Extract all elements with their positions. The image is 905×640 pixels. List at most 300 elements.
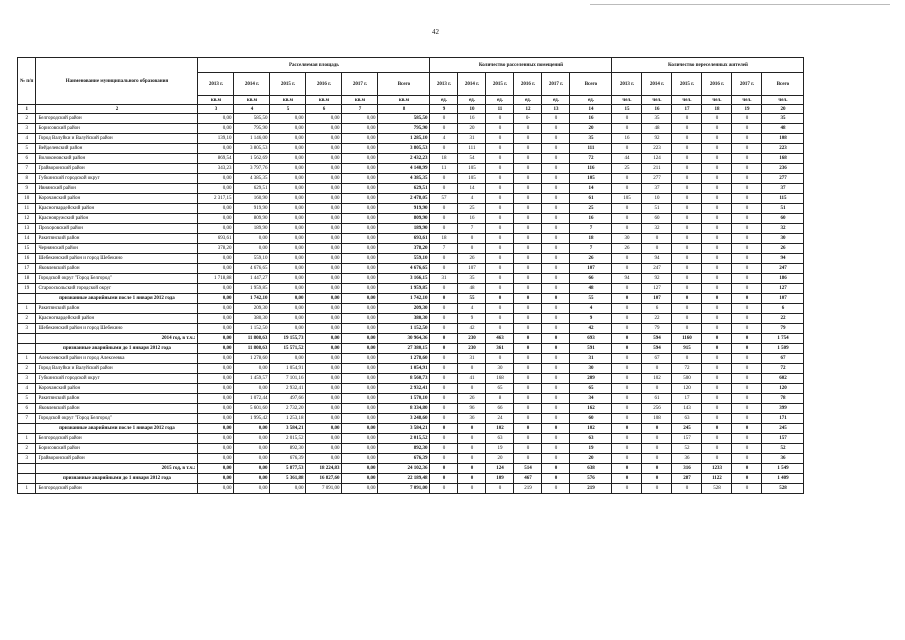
- row-cell: 0: [612, 464, 642, 474]
- row-number: 15: [18, 244, 36, 254]
- row-cell: 0: [732, 424, 762, 434]
- year-header: 2017 г.: [342, 73, 378, 96]
- unit-header: чел.: [762, 96, 804, 105]
- row-cell: 0: [430, 124, 458, 134]
- row-cell: 0,00: [306, 154, 342, 164]
- row-cell: 35: [570, 134, 612, 144]
- row-cell: 0: [542, 194, 570, 204]
- column-number: 7: [342, 105, 378, 114]
- row-cell: 0: [702, 114, 732, 124]
- row-cell: 0: [514, 224, 542, 234]
- row-number: 7: [18, 164, 36, 174]
- row-cell: 127: [642, 284, 672, 294]
- row-cell: 6: [642, 304, 672, 314]
- row-cell: 0: [702, 374, 732, 384]
- row-cell: 3 584,21: [378, 424, 430, 434]
- row-cell: 378,20: [378, 244, 430, 254]
- row-cell: 0: [458, 364, 486, 374]
- row-cell: 919,90: [234, 204, 270, 214]
- row-number: 4: [18, 384, 36, 394]
- row-cell: 0,00: [198, 384, 234, 394]
- page-number: 42: [432, 28, 439, 36]
- row-cell: 0: [732, 224, 762, 234]
- row-cell: 0,00: [306, 334, 342, 344]
- row-cell: 0: [642, 474, 672, 484]
- row-cell: 162: [570, 404, 612, 414]
- row-cell: 1 409: [762, 474, 804, 484]
- row-cell: 693,61: [378, 234, 430, 244]
- row-cell: 7: [570, 224, 612, 234]
- row-cell: 0,00: [306, 134, 342, 144]
- row-cell: 0: [702, 344, 732, 354]
- row-cell: 0: [702, 234, 732, 244]
- row-cell: 105: [458, 164, 486, 174]
- row-number: 2: [18, 314, 36, 324]
- row-cell: 36: [672, 454, 702, 464]
- row-number: 9: [18, 184, 36, 194]
- row-cell: 120: [762, 384, 804, 394]
- row-cell: 16 827,60: [306, 474, 342, 484]
- row-cell: 0: [702, 134, 732, 144]
- row-cell: 2 015,52: [270, 434, 306, 444]
- row-cell: 2 732,20: [270, 404, 306, 414]
- row-cell: 528: [702, 484, 732, 494]
- row-cell: 0: [514, 434, 542, 444]
- row-cell: 211: [642, 164, 672, 174]
- row-cell: 0: [486, 174, 514, 184]
- column-number: 8: [378, 105, 430, 114]
- row-cell: 25: [570, 204, 612, 214]
- row-number: 8: [18, 174, 36, 184]
- row-cell: 26: [458, 254, 486, 264]
- row-name: Белгородский район: [36, 434, 198, 444]
- table-row: [18, 384, 804, 394]
- row-cell: 0: [430, 404, 458, 414]
- row-cell: 0,00: [198, 184, 234, 194]
- row-cell: 0: [642, 464, 672, 474]
- row-cell: 0: [732, 344, 762, 354]
- row-cell: 30: [486, 364, 514, 374]
- row-cell: 48: [458, 284, 486, 294]
- row-cell: 0: [430, 374, 458, 384]
- column-number: 12: [514, 105, 542, 114]
- row-cell: 0,00: [198, 214, 234, 224]
- row-cell: 629,51: [234, 184, 270, 194]
- row-cell: 107: [642, 294, 672, 304]
- row-cell: 0: [486, 154, 514, 164]
- row-cell: 0: [642, 434, 672, 444]
- row-cell: 30: [612, 234, 642, 244]
- row-cell: 0: [702, 284, 732, 294]
- row-name: Старооскольский городской округ: [36, 284, 198, 294]
- row-cell: 0,00: [342, 334, 378, 344]
- row-cell: 1 718,88: [198, 274, 234, 284]
- row-number: 19: [18, 284, 36, 294]
- row-cell: 0: [486, 134, 514, 144]
- row-cell: 591: [570, 344, 612, 354]
- table-row: [18, 124, 804, 134]
- unit-header: ед.: [486, 96, 514, 105]
- row-cell: 0,00: [306, 274, 342, 284]
- row-cell: 0: [458, 424, 486, 434]
- row-cell: 72: [762, 364, 804, 374]
- row-cell: 0,00: [306, 214, 342, 224]
- row-cell: 78: [762, 394, 804, 404]
- row-cell: 0,00: [342, 284, 378, 294]
- row-cell: 0: [430, 414, 458, 424]
- row-cell: 0: [542, 334, 570, 344]
- row-cell: 66: [570, 274, 612, 284]
- row-cell: 0: [458, 384, 486, 394]
- row-cell: 0: [732, 294, 762, 304]
- row-cell: 0: [486, 224, 514, 234]
- row-cell: 0: [672, 154, 702, 164]
- row-cell: 0: [486, 244, 514, 254]
- row-cell: 0: [486, 484, 514, 494]
- row-cell: 0: [672, 214, 702, 224]
- row-cell: 35: [642, 114, 672, 124]
- table-row: [18, 334, 804, 344]
- row-cell: 0: [732, 414, 762, 424]
- row-name: Борисовский район: [36, 444, 198, 454]
- row-cell: 0,00: [306, 264, 342, 274]
- row-cell: 0: [486, 114, 514, 124]
- year-header: 2015 г.: [672, 73, 702, 96]
- row-cell: 0: [732, 154, 762, 164]
- row-cell: 37: [642, 184, 672, 194]
- row-cell: 25: [612, 164, 642, 174]
- row-cell: 32: [642, 224, 672, 234]
- row-cell: 0: [672, 324, 702, 334]
- row-cell: 0: [672, 194, 702, 204]
- year-header: 2013 г.: [198, 73, 234, 96]
- resettlement-table: [17, 57, 804, 494]
- row-cell: 0,00: [342, 124, 378, 134]
- row-cell: 0: [430, 394, 458, 404]
- row-cell: 0,00: [342, 214, 378, 224]
- row-cell: 0: [702, 444, 732, 454]
- unit-header: ед.: [570, 96, 612, 105]
- row-cell: 1 459,57: [234, 374, 270, 384]
- row-cell: 236: [762, 164, 804, 174]
- row-cell: 0: [430, 344, 458, 354]
- row-name: Город Валуйки и Валуйский район: [36, 134, 198, 144]
- table-row: [18, 324, 804, 334]
- row-name: Город Валуйки и Валуйский район: [36, 364, 198, 374]
- row-cell: 209,30: [234, 304, 270, 314]
- row-name: признанные аварийными после 1 января 2012 года: [36, 294, 198, 304]
- row-cell: 0,00: [306, 164, 342, 174]
- row-cell: 638: [570, 464, 612, 474]
- row-cell: 25: [458, 204, 486, 214]
- table-row: [18, 404, 804, 414]
- column-number: 13: [542, 105, 570, 114]
- row-cell: 0: [672, 204, 702, 214]
- row-cell: 7: [458, 224, 486, 234]
- row-cell: 143: [672, 404, 702, 414]
- row-cell: 0: [514, 394, 542, 404]
- row-cell: 0: [430, 364, 458, 374]
- row-cell: 1 742,10: [234, 294, 270, 304]
- row-cell: 16: [570, 114, 612, 124]
- row-cell: 0,00: [198, 144, 234, 154]
- row-cell: 0: [486, 124, 514, 134]
- row-cell: 8 334,80: [378, 404, 430, 414]
- row-cell: 63: [672, 414, 702, 424]
- table-row: [18, 164, 804, 174]
- row-cell: 4 385,35: [234, 174, 270, 184]
- table-row: [18, 484, 804, 494]
- row-cell: 0: [430, 324, 458, 334]
- row-cell: 48: [762, 124, 804, 134]
- row-cell: 2 432,23: [378, 154, 430, 164]
- row-cell: 9: [458, 314, 486, 324]
- row-cell: 0: [514, 264, 542, 274]
- row-cell: 1 447,27: [234, 274, 270, 284]
- table-row: [18, 114, 804, 124]
- row-cell: 0: [542, 414, 570, 424]
- row-cell: 4: [430, 134, 458, 144]
- row-cell: 2 015,52: [378, 434, 430, 444]
- row-name: Ракитянский район: [36, 394, 198, 404]
- unit-header: ед.: [514, 96, 542, 105]
- row-number: 3: [18, 454, 36, 464]
- row-cell: 399: [762, 404, 804, 414]
- row-cell: 102: [642, 374, 672, 384]
- row-cell: 0: [542, 424, 570, 434]
- column-number: 5: [270, 105, 306, 114]
- row-cell: 0: [612, 384, 642, 394]
- row-cell: 0: [514, 354, 542, 364]
- row-cell: 18: [570, 234, 612, 244]
- row-cell: 0: [702, 434, 732, 444]
- row-cell: 0: [430, 254, 458, 264]
- unit-header: кв.м: [342, 96, 378, 105]
- row-cell: 66: [486, 404, 514, 414]
- row-name: Ракитянский район: [36, 234, 198, 244]
- row-cell: 0: [612, 264, 642, 274]
- row-cell: 0: [702, 394, 732, 404]
- row-cell: 3 584,21: [270, 424, 306, 434]
- row-cell: 277: [762, 174, 804, 184]
- row-cell: 0,00: [198, 124, 234, 134]
- table-row: [18, 274, 804, 284]
- row-cell: 0,00: [270, 184, 306, 194]
- row-cell: 0: [430, 424, 458, 434]
- row-cell: 0: [458, 474, 486, 484]
- row-number: 4: [18, 134, 36, 144]
- row-cell: 0,00: [342, 354, 378, 364]
- row-cell: 15 571,52: [270, 344, 306, 354]
- row-cell: 0: [430, 354, 458, 364]
- row-cell: 0: [702, 334, 732, 344]
- row-cell: 139,10: [198, 134, 234, 144]
- row-cell: 0: [702, 124, 732, 134]
- row-cell: 57: [430, 194, 458, 204]
- row-cell: 0: [612, 284, 642, 294]
- row-cell: 10: [642, 194, 672, 204]
- row-cell: 11: [430, 164, 458, 174]
- row-cell: 0,00: [234, 234, 270, 244]
- row-cell: 0: [672, 144, 702, 154]
- row-cell: 0,00: [234, 444, 270, 454]
- row-cell: 0,00: [342, 244, 378, 254]
- row-number: 1: [18, 434, 36, 444]
- row-cell: 1 285,10: [378, 134, 430, 144]
- row-cell: 676,39: [378, 454, 430, 464]
- row-cell: 0: [702, 164, 732, 174]
- row-cell: 0,00: [270, 154, 306, 164]
- row-cell: 0: [542, 184, 570, 194]
- row-cell: 0: [514, 444, 542, 454]
- row-cell: 8 560,73: [378, 374, 430, 384]
- column-number: 2: [36, 105, 198, 114]
- row-cell: 343,23: [198, 164, 234, 174]
- row-cell: 467: [514, 474, 542, 484]
- row-cell: 0: [612, 214, 642, 224]
- row-cell: 594: [642, 334, 672, 344]
- unit-header: чел.: [642, 96, 672, 105]
- row-cell: 0: [514, 174, 542, 184]
- row-cell: 27 380,15: [378, 344, 430, 354]
- row-cell: 0: [642, 234, 672, 244]
- row-cell: 0,00: [306, 354, 342, 364]
- row-cell: 0: [430, 474, 458, 484]
- row-cell: 0,00: [198, 334, 234, 344]
- row-cell: 0: [430, 464, 458, 474]
- row-cell: 1 754: [762, 334, 804, 344]
- row-cell: 14: [458, 184, 486, 194]
- year-header: 2014 г.: [642, 73, 672, 96]
- row-cell: 0: [732, 114, 762, 124]
- row-cell: 0: [612, 424, 642, 434]
- unit-header: чел.: [732, 96, 762, 105]
- row-cell: 0,00: [270, 244, 306, 254]
- row-cell: 0: [542, 264, 570, 274]
- row-cell: 0: [514, 194, 542, 204]
- row-cell: 0,00: [306, 324, 342, 334]
- row-cell: 0: [702, 404, 732, 414]
- row-cell: 108: [642, 414, 672, 424]
- row-cell: 0,00: [306, 294, 342, 304]
- row-cell: 892,30: [378, 444, 430, 454]
- row-cell: 0,00: [198, 434, 234, 444]
- row-name: Грайворонский район: [36, 164, 198, 174]
- row-cell: 0: [732, 434, 762, 444]
- row-cell: 245: [762, 424, 804, 434]
- row-cell: 0: [542, 384, 570, 394]
- table-row: [18, 194, 804, 204]
- row-cell: 115: [762, 194, 804, 204]
- row-cell: 0: [542, 244, 570, 254]
- row-cell: 19: [570, 444, 612, 454]
- row-cell: 105: [612, 194, 642, 204]
- row-cell: 48: [642, 124, 672, 134]
- row-cell: 186: [762, 274, 804, 284]
- row-cell: 111: [458, 144, 486, 154]
- row-cell: 51: [642, 204, 672, 214]
- row-cell: 14: [570, 184, 612, 194]
- row-cell: 52: [672, 444, 702, 454]
- row-cell: 0: [642, 364, 672, 374]
- row-cell: 0: [542, 474, 570, 484]
- row-cell: 585,50: [378, 114, 430, 124]
- row-cell: 0: [514, 284, 542, 294]
- row-cell: 1233: [702, 464, 732, 474]
- row-cell: 18: [430, 154, 458, 164]
- row-cell: 0,00: [306, 194, 342, 204]
- row-cell: 223: [642, 144, 672, 154]
- row-cell: 2 478,05: [378, 194, 430, 204]
- row-cell: 497,66: [270, 394, 306, 404]
- row-cell: 1 959,85: [378, 284, 430, 294]
- row-cell: 0,00: [198, 284, 234, 294]
- row-cell: 0: [612, 224, 642, 234]
- row-cell: 0,00: [342, 134, 378, 144]
- row-cell: 209,30: [378, 304, 430, 314]
- row-cell: 22 189,48: [378, 474, 430, 484]
- row-cell: 528: [762, 484, 804, 494]
- row-cell: 0: [672, 114, 702, 124]
- row-cell: 219: [514, 484, 542, 494]
- year-header: 2014 г.: [458, 73, 486, 96]
- row-cell: 0: [430, 114, 458, 124]
- row-name: признанные аварийными после 1 января 2012 года: [36, 424, 198, 434]
- row-cell: 17: [672, 394, 702, 404]
- row-cell: 7 091,00: [378, 484, 430, 494]
- table-row: [18, 184, 804, 194]
- row-cell: 0,00: [306, 434, 342, 444]
- top-rule: [590, 4, 890, 5]
- row-cell: 0: [612, 414, 642, 424]
- row-number: [18, 344, 36, 354]
- row-name: признанные аварийными до 1 января 2012 года: [36, 474, 198, 484]
- row-cell: 0,00: [342, 304, 378, 314]
- row-number: [18, 334, 36, 344]
- row-cell: 0,00: [198, 224, 234, 234]
- row-cell: 0: [672, 354, 702, 364]
- row-cell: 31: [430, 274, 458, 284]
- row-cell: 0: [732, 454, 762, 464]
- unit-header: чел.: [612, 96, 642, 105]
- row-cell: 380,30: [378, 314, 430, 324]
- row-cell: 0: [430, 444, 458, 454]
- row-cell: 0: [702, 354, 732, 364]
- row-cell: 7 101,16: [270, 374, 306, 384]
- row-cell: 380,30: [234, 314, 270, 324]
- row-cell: 0: [486, 234, 514, 244]
- row-cell: 31: [570, 354, 612, 364]
- row-cell: 0: [732, 394, 762, 404]
- row-cell: 96: [458, 404, 486, 414]
- row-cell: 0: [542, 464, 570, 474]
- row-cell: 0: [514, 134, 542, 144]
- row-number: 3: [18, 324, 36, 334]
- row-cell: 0: [430, 264, 458, 274]
- row-cell: 0: [486, 144, 514, 154]
- row-cell: 0: [458, 454, 486, 464]
- row-cell: 0,00: [270, 314, 306, 324]
- column-number: 16: [642, 105, 672, 114]
- row-cell: 94: [612, 274, 642, 284]
- row-cell: 0: [430, 204, 458, 214]
- row-cell: 0,00: [342, 384, 378, 394]
- row-name: Белгородский район: [36, 484, 198, 494]
- row-cell: 0: [542, 354, 570, 364]
- row-cell: 0: [542, 214, 570, 224]
- row-cell: 0-: [514, 114, 542, 124]
- row-cell: 109: [486, 474, 514, 484]
